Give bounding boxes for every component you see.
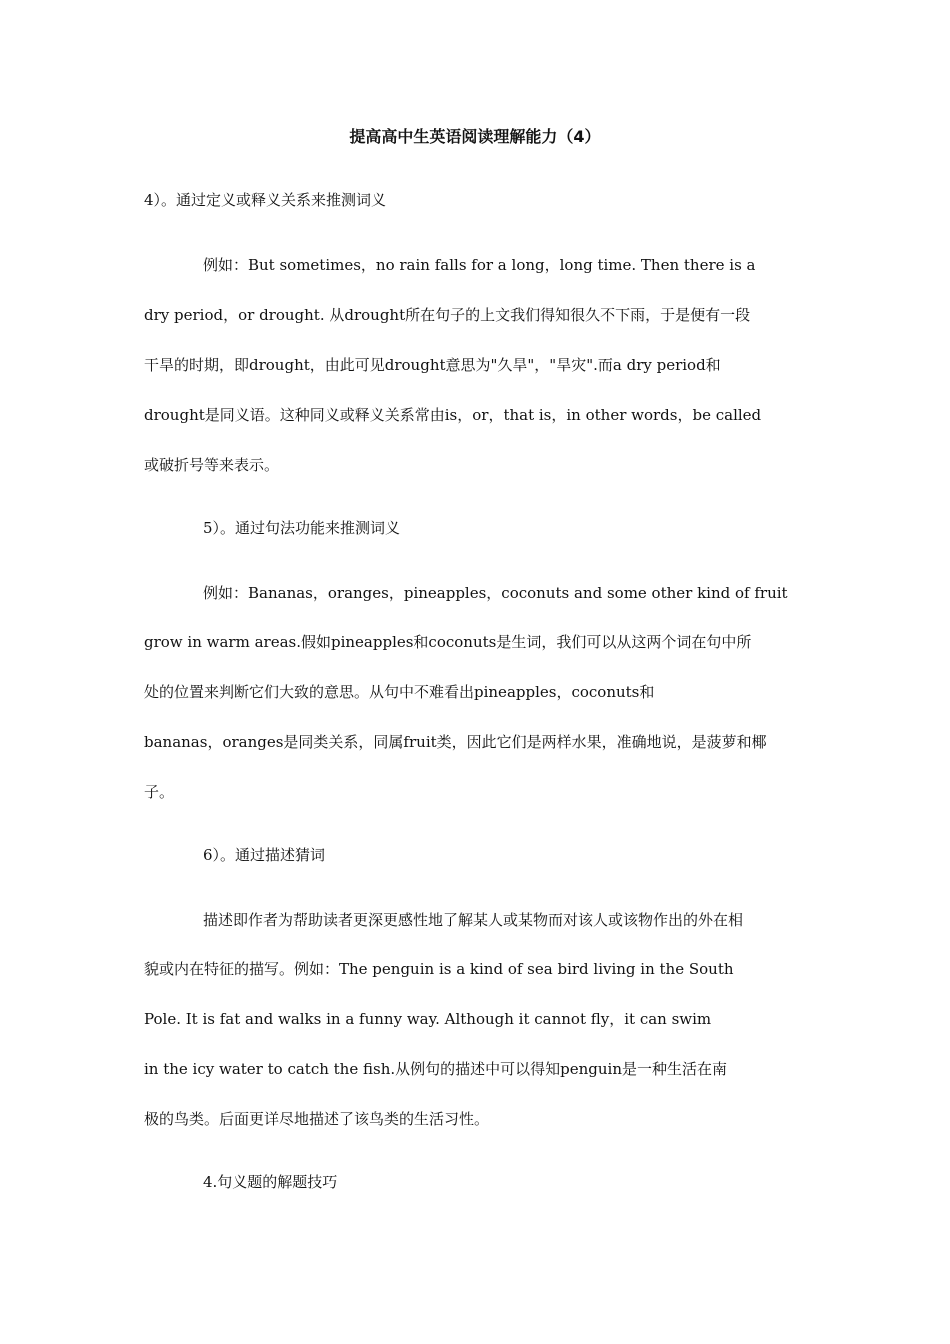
paragraph-line: in the icy water to catch the fish.从例句的描述中可以得知penguin是一种生活在南 xyxy=(144,1060,727,1078)
document-title: 提高高中生英语阅读理解能力（4） xyxy=(349,127,601,146)
paragraph-line: drought是同义语。这种同义或释义关系常由is，or，that is，in other words，be called xyxy=(144,406,762,424)
paragraph-line: Pole. It is fat and walks in a funny way. Although it cannot fly，it can swim xyxy=(144,1010,712,1028)
paragraph-line: 干旱的时期，即drought，由此可见drought意思为"久旱"，"旱灾".而a dry period和 xyxy=(144,356,721,374)
section-heading-5: 5）。通过句法功能来推测词义 xyxy=(203,519,401,537)
paragraph-line: 貌或内在特征的描写。例如：The penguin is a kind of sea bird living in the South xyxy=(144,960,734,978)
paragraph-line: 描述即作者为帮助读者更深更感性地了解某人或某物而对该人或该物作出的外在相 xyxy=(203,911,744,929)
paragraph-line: dry period，or drought. 从drought所在句子的上文我们得知很久不下雨，于是便有一段 xyxy=(144,306,751,324)
paragraph-line: bananas，oranges是同类关系，同属fruit类，因此它们是两样水果，准确地说，是菠萝和椰 xyxy=(144,733,767,751)
section-heading-6: 6）。通过描述猜词 xyxy=(203,846,326,864)
section-heading-sentence-meaning: 4.句义题的解题技巧 xyxy=(203,1173,338,1191)
paragraph-line: grow in warm areas.假如pineapples和coconuts是生词，我们可以从这两个词在句中所 xyxy=(144,633,752,651)
paragraph-line: 例如：But sometimes，no rain falls for a long，long time. Then there is a xyxy=(203,256,756,274)
paragraph-line: 极的鸟类。后面更详尽地描述了该鸟类的生活习性。 xyxy=(144,1110,490,1128)
paragraph-line: 子。 xyxy=(144,783,175,801)
section-heading-4: 4）。通过定义或释义关系来推测词义 xyxy=(144,191,387,209)
paragraph-line: 例如：Bananas，oranges，pineapples，coconuts and some other kind of fruit xyxy=(203,584,788,602)
paragraph-line: 或破折号等来表示。 xyxy=(144,456,280,474)
paragraph-line: 处的位置来判断它们大致的意思。从句中不难看出pineapples，coconuts和 xyxy=(144,683,655,701)
